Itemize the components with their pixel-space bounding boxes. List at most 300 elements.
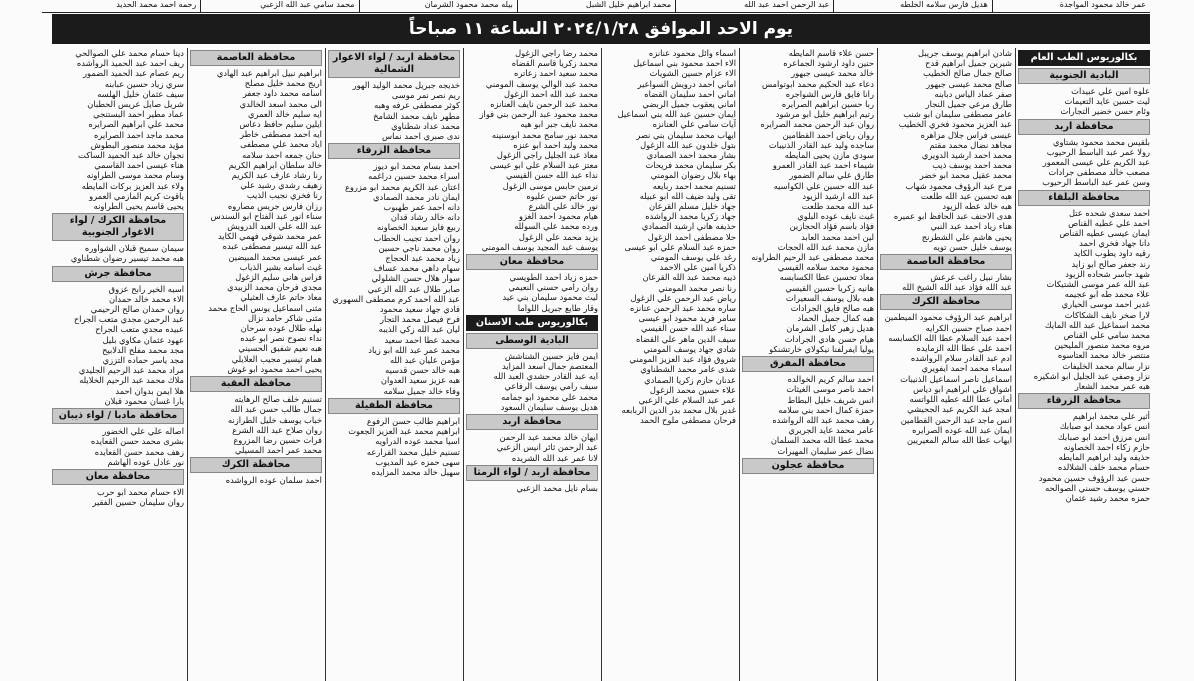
name-line: الى محمد اسعد الخالدي: [239, 98, 322, 109]
name-line: محمد زكريا قاسم القضاه: [511, 58, 598, 69]
name-line: أثير علي محمد ابراهيم: [1072, 411, 1150, 422]
column-rule: [463, 48, 464, 681]
name-line: محمد عطا احمد سعيد: [384, 334, 460, 345]
name-line: جهاد زكريا محمد الرواشده: [645, 211, 736, 222]
name-line: سيف الدين ماهر علي القضاه: [635, 333, 736, 344]
name-line: محمد عقيل محمد ابو خضر: [919, 170, 1012, 181]
name-line: صالح محمد عيسى جبهور: [926, 78, 1012, 89]
name-line: اماني احمد سليمان القضاه: [644, 88, 736, 99]
name-line: محمد ماجد احمد الصرايره: [93, 129, 184, 140]
name-line: اسماء وائل محمود عنانزه: [648, 48, 736, 58]
name-line: روان احمد تجيب الحطاب: [373, 232, 460, 243]
section-heading: محافظة اربد: [1018, 119, 1150, 135]
name-line: عبد العزيز محمود فخري الخطيب: [898, 119, 1012, 130]
section-heading: بكالوريوس طب الاسنان: [466, 315, 598, 331]
name-line: ريم نصر نمر موسى: [391, 90, 460, 101]
name-line: مجد ياسر حماده التززي: [102, 355, 184, 366]
name-line: انس مرزق احمد ابو صبابك: [1057, 431, 1150, 442]
name-line: بهاء بلال رضوان المومني: [650, 170, 736, 181]
name-line: رياض عبد الرحمن علي الزغول: [630, 292, 736, 303]
column-rule: [675, 0, 676, 12]
name-line: اسماء محمد احمد ايفويري: [921, 363, 1012, 374]
top-strip-text: بيله محمد محمود الشرمان: [424, 0, 513, 9]
name-line: ايلين سليم حافظ دعاس: [239, 119, 322, 130]
name-line: منتصر خالد محمد العتاسوه: [1057, 350, 1150, 361]
name-line: محمد عمر احمد المسيلي: [235, 445, 322, 456]
name-line: عامر محمد عايد الجريري: [788, 425, 874, 436]
name-line: انس شريف خليل البطاط: [787, 394, 874, 405]
name-line: اياد محمد علي مصطفى: [240, 139, 322, 150]
name-line: محمد علي محمود ابو جمامه: [501, 391, 598, 402]
name-line: شادي جهاد يوسف المومني: [643, 343, 736, 354]
name-line: هانيه زكريا حسين القيسي: [785, 282, 874, 293]
name-line: ريف احمد عبد الحميد الرواشده: [76, 58, 184, 69]
name-line: ايمان حسين عبد الله بني اسماعيل: [617, 109, 736, 120]
section-heading: محافظة الكرك: [880, 294, 1012, 310]
name-line: ليث محمود سليمان بني عيد: [502, 292, 598, 303]
name-line: سامر فريد محمود ابو عيسى: [638, 313, 736, 324]
name-line: زهيف رشدي رشيد علي: [240, 180, 322, 191]
name-line: اماني يعقوب جميل الربضي: [642, 99, 736, 110]
name-line: شيماء احمد عبد القادر العمرو: [772, 160, 874, 171]
name-line: فادي جهاد سعيد محمود: [379, 304, 460, 315]
name-line: لانا عمر عبد الله الشريده: [511, 452, 598, 463]
name-line: مؤمن عليان عبد الله: [389, 355, 460, 366]
name-line: امجد عبد الكريم عبد الجحيشي: [907, 404, 1012, 415]
name-line: جمال طالب حسن عبد الله: [230, 404, 322, 415]
name-line: بشرى محمد حسن القعايده: [90, 436, 184, 447]
name-line: شروق فؤاد عبد العزيز المومني: [629, 354, 736, 365]
name-line: محمد محمود عبد الرحمن بني فواز: [479, 109, 598, 120]
section-heading: محافظة الزرقاء: [328, 143, 460, 159]
name-line: شادن ابراهيم يوسف جريبل: [917, 48, 1012, 58]
name-line: يارا غسان محمود قبلان: [104, 395, 184, 406]
name-line: حسني يوسف حسني الصوالحه: [1045, 482, 1150, 493]
section-heading: البادية الجنوبية: [1018, 68, 1150, 84]
name-line: هلا ايمن بدوان احمد: [115, 385, 184, 396]
name-line: ايه عبد القادر حشدي العبد الله: [493, 371, 598, 382]
name-line: روان صلاح عبد الله الشرع: [232, 424, 322, 435]
name-line: محمد سعيد احمد زعاتره: [514, 68, 598, 79]
name-line: جهاد خليل مسلم القرعان: [648, 201, 736, 212]
name-line: مراد محمد عبد الرحيم الجليدي: [78, 365, 184, 376]
name-line: ملاك محمد عبد الرحيم الخلايله: [79, 375, 184, 386]
name-line: ورده محمد علي السولله: [514, 221, 598, 232]
name-line: روان عبد الرحمن محمد الصرايره: [760, 119, 874, 130]
name-line: يوليا ايفرلفنا نيكولاي خارتشنكو: [769, 343, 874, 354]
name-line: محمد عبد الوالي يوسف المومني: [485, 78, 598, 89]
name-line: هبه بلال يوسف السعيرات: [785, 292, 874, 303]
top-strip-text: عمر خالد محمود المواجدة: [1059, 0, 1146, 9]
column-rule: [200, 0, 201, 12]
name-line: ليث حسين عايد التعيمات: [1064, 96, 1150, 107]
column-rule: [601, 48, 602, 681]
name-line: اسماعيل ناصر اسماعيل الذنيبات: [900, 373, 1012, 384]
name-line: محمد عمر عبد الله ابو زياد: [368, 344, 460, 355]
name-line: خالد محمد عيسى جبهور: [791, 68, 874, 79]
name-line: هبه صالح فايق الجرادات: [790, 303, 874, 314]
name-line: رنا فخري نجيب الذيب: [246, 190, 322, 201]
name-line: صابر طلال عبد الله الزعبي: [367, 283, 460, 294]
name-line: سوار هلال حسن الشلولي: [371, 273, 460, 284]
name-line: انس ماجد عبد الرحمن القطامين: [900, 414, 1012, 425]
name-line: المعتصم جمال اسعد المزايد: [501, 361, 598, 372]
name-line: بكر سليمان محمد فريحات: [645, 160, 736, 171]
section-heading: محافظة العاصمة: [880, 254, 1012, 270]
name-line: وسام محمد موسى الطراونه: [86, 170, 184, 181]
name-line: عبد الله محمد طلعت: [801, 201, 874, 212]
name-line: نجوان خالد عبد الحميد الساكت: [78, 150, 184, 161]
name-line: طارق مرعي جميل النجار: [925, 99, 1012, 110]
name-line: احمد علي عطا الله الزمايده: [916, 343, 1012, 354]
name-line: عبد الله فؤاد عبد الله الشيخ الله: [902, 282, 1012, 293]
name-line: سناء عبد الله حسن القيسي: [641, 323, 736, 334]
name-line: عبد الله ارشيد الزيود: [802, 190, 874, 201]
name-line: الاء حسام محمد ابو حرب: [96, 486, 184, 497]
name-line: اسراء محمد حسين دراغمه: [368, 171, 460, 182]
name-line: يحيى هاشم علي الشطرنج: [921, 231, 1012, 242]
name-line: سودي مازن يحيى المايطه: [784, 150, 874, 161]
name-line: ايهاب محمد سليمان بني نصر: [636, 129, 736, 140]
name-line: لين احمد محمد العابد: [801, 231, 874, 242]
name-line: حنان جمعه احمد سلامه: [242, 149, 322, 160]
name-line: فرح فيصل محمد التجار: [380, 314, 460, 325]
name-line: عمر عيسى محمد المبيضين: [228, 251, 322, 262]
name-line: وئام حسن خضير التجارات: [1060, 106, 1150, 117]
name-line: سهى حمزه عيد المديوب: [375, 456, 460, 467]
name-line: سهام داهي محمد عساف: [373, 263, 460, 274]
name-line: حنين داود ارشود الجماعره: [783, 58, 874, 69]
name-line: اماني احمد درويش السواعير: [637, 78, 736, 89]
column-rule: [992, 0, 993, 12]
name-line: حمزه عبد السلام علي ابو عيسى: [624, 241, 736, 252]
name-line: تسنيم محمد احمد ربايعه: [652, 180, 736, 191]
section-heading: محافظة اربد: [466, 414, 598, 430]
name-line: بتول خلدون عبد الله الزغول: [640, 139, 736, 150]
name-line: علوه امين علي عبيدات: [1071, 86, 1150, 96]
name-column: [466, 48, 598, 681]
name-line: مطهر نايف محمد الشامخ: [373, 110, 460, 121]
name-line: هديل زهير كامل الشرمان: [786, 323, 874, 334]
name-line: بسام نايل محمد الزعبي: [516, 482, 598, 493]
name-line: الاء احمد محمود بني اسماعيل: [633, 58, 736, 69]
name-line: هدى الاحنف عبد الحافظ ابو عميره: [893, 211, 1012, 222]
name-line: نور خالد علي الشرع: [528, 201, 598, 212]
name-line: نداء نصوح نصر ابو عبده: [240, 333, 322, 344]
name-line: اصاله علي علي الخضور: [102, 426, 184, 437]
name-line: رزان فارس جريس مصاروه: [227, 200, 322, 211]
name-line: روان سليمان حسين الفقير: [92, 497, 184, 508]
name-line: عبد الله حسين علي الكواسيه: [773, 180, 874, 191]
name-line: عبد الرحمن مجدي متعب الجراح: [73, 314, 184, 325]
top-strip-text: محمد سامي عبد الله الزعبي: [260, 0, 355, 9]
name-line: حذيفه هاني ارشيد الصمادي: [641, 221, 736, 232]
name-line: عبد الله علي العبد الدرويش: [227, 221, 322, 232]
name-line: خباب يوسف خليل الطرازنه: [228, 414, 322, 425]
top-strip-text: رحمه احمد محمد الحديد: [116, 0, 197, 9]
column-rule: [877, 48, 878, 681]
name-line: سيمان سميح قبلان الشواوره: [84, 243, 184, 254]
name-line: شذى عامر محمد الشطناوي: [640, 364, 736, 375]
name-line: سناء انور عبد الفتاح ابو السندس: [210, 210, 322, 221]
name-line: يوسف عبد المجيد يوسف المومني: [481, 241, 598, 252]
name-line: هبه تحسين عبد الله طلعت: [920, 190, 1012, 201]
name-line: عيسى فراس جلال مزاهره: [920, 129, 1012, 140]
name-line: عبد الله تيسير مصطفى عبده: [222, 241, 322, 252]
name-line: هبه محمد تيسير رضوان شطناوي: [70, 253, 184, 264]
name-line: هبه عزيز سعيد العدوان: [380, 375, 460, 386]
name-line: ادم عبد القادر سلام الرواشده: [910, 353, 1012, 364]
name-line: مصعب خالد مصطفى جرادات: [1048, 167, 1150, 178]
name-line: عمر محمد شوقي فهمي الكايد: [217, 231, 322, 242]
name-line: هبه نعيم شفيق الحسيني: [238, 343, 322, 354]
top-strip-text: محمد ابراهيم خليل الشبل: [585, 0, 672, 9]
name-line: اسيا محمد عوده الدراويه: [375, 436, 460, 447]
name-line: محمد عبد الله احمد الزغول: [504, 88, 598, 99]
name-line: نزار سالم محمد الخليفات: [1062, 360, 1150, 371]
name-line: مازن محمد عبد الله الحجات: [777, 241, 874, 252]
name-line: ربا حسين ابراهيم الصرايره: [781, 99, 874, 110]
name-line: معاذ حاتم عارف العثيلي: [240, 292, 322, 303]
name-line: عبد الكريم علي عيسى المعمور: [1042, 157, 1150, 168]
name-line: اسيه الخير رابح عزوق: [108, 283, 184, 294]
name-line: هبه عمر محمد الشعار: [1074, 381, 1150, 392]
name-line: علاء حسين محمد الزغول: [649, 384, 736, 395]
section-heading: محافظة المفرق: [742, 356, 874, 372]
name-line: ندى صبري احمد نماس: [381, 131, 460, 142]
name-line: معاذ تحسين عطا الكسابسه: [779, 272, 874, 283]
name-line: آيات سامي علي العنانزه: [652, 119, 736, 130]
name-line: غدير بلال محمد بدر الدين الربابعه: [621, 405, 736, 416]
name-line: رتيم ابراهيم خليل ابو مرشود: [775, 109, 874, 120]
name-line: رنا رشاد عارف عبد الكريم: [231, 170, 322, 181]
name-column: [52, 48, 184, 681]
section-heading: محافظة الطفيلة: [328, 398, 460, 414]
name-line: ابراهيم محمد عبد العزيز الجعوت: [348, 426, 460, 437]
name-line: عهود عثمان مكاوي بليل: [102, 334, 184, 345]
name-line: ايه سليم خالد العمري: [248, 108, 322, 119]
name-line: محمد اسماعيل عبد الله المايك: [1044, 319, 1150, 330]
name-line: احمد سالم كريم الخوالده: [787, 374, 874, 385]
name-line: محمد عطا الله محمد السلمان: [770, 435, 874, 446]
column-rule: [187, 48, 188, 681]
name-line: معتز عبد السلام علي ابو عيسى: [489, 160, 598, 171]
name-line: بلقيس محمد محمود بشتاوي: [1052, 136, 1150, 147]
name-line: رقيه داود يطوب الكايد: [1073, 248, 1150, 259]
name-line: نداء عبد الله حسن القيسي: [506, 170, 598, 181]
name-line: ذكريا امين علي الاحمد: [659, 262, 736, 273]
column-rule: [833, 0, 834, 12]
name-line: ايهان خالد محمد عبد الرحمن: [499, 432, 598, 443]
name-line: عامر مصطفى سليمان ابو شنب: [903, 109, 1012, 120]
name-line: رولا عمر عبد الباسط الرحيوب: [1046, 146, 1150, 157]
name-line: غدير احمد موسى الحياري: [1061, 299, 1150, 310]
name-line: وفاء خالد جميل سلامه: [383, 385, 460, 396]
name-line: روان حمدان صالح الرحيمي: [90, 304, 184, 315]
name-line: هبه خالد عطه الزيود: [942, 201, 1012, 212]
name-line: علاء محمد طه ابو عجيمه: [1064, 289, 1150, 300]
name-line: احمد سعدي شحده عتل: [1068, 207, 1150, 218]
name-line: هناء زياد احمد عبد النبي: [930, 221, 1012, 232]
name-line: حسن عبد الرؤوف حسين محمود: [1038, 472, 1150, 483]
name-line: ريم عصام عبد الحميد الضمور: [83, 68, 184, 79]
name-line: وسن عمر عبد الباسط الرحيوب: [1042, 177, 1150, 188]
name-line: احمد سلمان عوده الرواشده: [225, 475, 322, 486]
name-line: غيث اسامه بشير الذياب: [239, 261, 322, 272]
name-line: سيف عثمان خليل الهلسه: [97, 88, 184, 99]
name-line: حمزه محمد رشيد عثمان: [1065, 492, 1150, 503]
name-line: حمزه زياد احمد الطويسي: [509, 272, 598, 283]
name-line: مؤيد محمد منصور البطوش: [90, 139, 184, 150]
section-heading: محافظة جرش: [52, 266, 184, 282]
name-line: ايه احمد مصطفى خاطر: [240, 129, 322, 140]
name-line: هبه كمال جميل الحماد: [797, 313, 874, 324]
name-line: حسن علاء قاسم المايطه: [788, 48, 874, 58]
name-line: ابراهيم نبيل ابراهيم عبد الهادي: [216, 68, 322, 78]
name-line: صفر عماد الياس دبابنه: [934, 88, 1012, 99]
name-line: رغد علي يوسف المومني: [650, 252, 736, 263]
name-line: هبه خالد حسن قدسيه: [385, 365, 460, 376]
name-line: أماني عطا الله عطيه اللواتسه: [909, 394, 1012, 405]
name-line: ابراهيم عبد الرؤوف محمود الميطمين: [884, 312, 1012, 323]
name-line: ايمان نادر محمد الصمادي: [373, 191, 460, 202]
section-heading: محافظة البلقاء: [1018, 190, 1150, 206]
name-line: اسامه محمد داود جعفر: [242, 88, 322, 99]
name-line: نضال عمر سليمان المهيرات: [777, 445, 874, 456]
name-line: محمد مصطفى عبد الرحيم الطراونه: [751, 252, 874, 263]
top-strip-text: هديل فارس سلامه الخلطه: [900, 0, 988, 9]
section-heading: محافظة الكرك / لواء الاغوار الجنوبية: [52, 213, 184, 241]
name-line: صالح جمال صالح الخطيب: [923, 68, 1012, 79]
name-line: روان رياض احمد القطامين: [782, 129, 874, 140]
name-line: عبد الرحمن ثائر انيس الزعبي: [496, 442, 598, 453]
section-heading: بكالوريوس الطب العام: [1018, 50, 1150, 66]
name-column: [604, 48, 736, 681]
section-heading: محافظة الزرقاء: [1018, 393, 1150, 409]
name-line: ايمان عبد الله عوده الصرايره: [912, 424, 1012, 435]
name-line: محمد عبد الرحمن نايف العنانزه: [490, 99, 598, 110]
name-line: هديل يوسف سليمان السعود: [500, 401, 598, 412]
name-line: كوثر مصطفى عرفه وهبه: [374, 100, 460, 111]
section-heading: البادية الوسطى: [466, 333, 598, 349]
name-line: تسنيم خلف صالح الرهايته: [234, 394, 322, 405]
name-line: مجاهد نضال محمد مقتم: [929, 139, 1012, 150]
name-line: ذيبه محمد عبد الله القرعان: [642, 272, 736, 283]
section-heading: محافظة عجلون: [742, 458, 874, 474]
column-rule: [1015, 48, 1016, 681]
name-line: دعاء عبد الحكيم محمد ابوتوامس: [761, 78, 874, 89]
name-line: اعتان عبد الكريم محمد ابو مزروع: [344, 181, 460, 192]
name-line: يزيد محمد علي الزغول: [518, 231, 598, 242]
name-line: دينا حسام محمد علي الصوالحي: [75, 48, 184, 58]
top-strip: [42, 0, 1150, 13]
name-line: شيرين جميل ابراهيم قدح: [925, 58, 1012, 69]
name-column: [1018, 48, 1150, 681]
name-line: يحيى احمد محمود ابو غوش: [227, 363, 322, 374]
section-heading: محافظة معان: [466, 254, 598, 270]
name-line: حلا مصطفى احمد الزغول: [647, 231, 736, 242]
name-line: احمد بسام محمد ابو ديوز: [373, 161, 460, 172]
name-line: فرات حسين رضا المزروع: [233, 434, 322, 445]
name-line: شهد جاسر شحاده الزيود: [1065, 268, 1150, 279]
name-line: بشار محمد احمد الصمادي: [646, 150, 736, 161]
name-line: ليان عبد الله زكي الذيبه: [378, 324, 460, 335]
name-line: ايهاب عطا الله سالم المعيريين: [906, 434, 1012, 445]
name-line: مروه محمد منصور المليحين: [1054, 340, 1150, 351]
name-line: اريج محمد خليل مصلح: [244, 78, 322, 89]
name-line: عبد الله عمر موسى الشتيكات: [1046, 279, 1150, 290]
section-heading: محافظة معان: [52, 469, 184, 485]
name-line: ابراهيم طالب حسن الرفوع: [366, 415, 460, 426]
name-line: يحيى قاسم يحيى الطراونه: [93, 201, 184, 212]
name-line: دانا جهاد فخري احمد: [1079, 238, 1150, 249]
name-line: دانه خالد رشاد قدان: [390, 212, 460, 223]
name-line: احمد صباح حسين الكرايه: [925, 322, 1012, 333]
name-line: هيام حسن هادي الجرادات: [784, 333, 874, 344]
name-line: فؤاد باسم فؤاد الحجازين: [789, 221, 874, 232]
name-line: مثنى اسماعيل يونس الحاج محمد: [208, 302, 322, 313]
name-line: عبيده مجدي متعب الجراح: [95, 324, 184, 335]
name-line: تسنيم خليل محمد القرارعه: [366, 446, 460, 457]
name-line: غيث نايف عوده البلوي: [797, 211, 874, 222]
section-heading: محافظة مادبا / لواء ذيبان: [52, 408, 184, 424]
name-line: دانه احمد عمر طهبوب: [383, 202, 460, 213]
name-line: محمد عداد شطناوي: [391, 120, 460, 131]
name-line: هناء عيسى احمد القاسمي: [94, 160, 184, 171]
name-line: احمد علي عطيه القناص: [1068, 217, 1150, 228]
date-banner: يوم الاحد الموافق ٢٠٢٤/١/٢٨ الساعة ١١ صباحاً: [52, 14, 1150, 44]
name-line: ساره محمد عبد الرحمن عنانزه: [629, 303, 736, 314]
name-line: حذيفه وليد ابراهيم المايطه: [1058, 452, 1150, 463]
name-column: [742, 48, 874, 681]
column-rule: [359, 0, 360, 12]
top-strip-text: عبد الرحمن احمد عبد الله: [744, 0, 830, 9]
name-line: رانا فايق فارس الشواجره: [785, 88, 874, 99]
name-line: خديجه جبريل محمد الوليد الهور: [352, 80, 460, 90]
name-line: خالد سلطان ابراهيم الكريم: [228, 159, 322, 170]
name-line: ولاء عبد العزيز بركات المايطه: [81, 180, 184, 191]
name-line: محمود محمد سلامه القيسي: [777, 262, 874, 273]
column-rule: [739, 48, 740, 681]
name-line: سهيل خالد محمد المزايده: [371, 466, 460, 477]
name-line: رند جعفر صالح ابو زايد: [1071, 258, 1150, 269]
name-line: معاذ عبد الجليل راجي الزغول: [496, 150, 598, 161]
section-heading: محافظة العاصمة: [190, 50, 322, 66]
name-line: ياقوت كريم المازمي العمرو: [89, 190, 184, 201]
name-line: شريل صايل عريس الحطبان: [87, 99, 184, 110]
name-line: نور عادل عوده الهاشم: [107, 456, 184, 467]
name-line: نرمين حابس موسى الزغول: [502, 180, 598, 191]
section-heading: محافظة العقبة: [190, 376, 322, 392]
column-rule: [517, 0, 518, 12]
name-line: روان رامي حسني النعيمي: [508, 282, 598, 293]
name-line: مجدي فرحان محمد الزبيدي: [227, 282, 322, 293]
name-column: [880, 48, 1012, 681]
name-line: ربيع فايز سعيد الخصاونه: [376, 222, 460, 233]
name-line: انس عواد محمد ابو صبابك: [1059, 421, 1150, 432]
name-line: اشواق علي ابراهيم ابو دياس: [913, 383, 1012, 394]
name-line: زياد محمد عبد الحجاج: [385, 253, 460, 264]
name-line: وقار طايع جبريل اللواما: [517, 302, 598, 313]
name-line: مثنى شاكر حامد نزال: [248, 312, 322, 323]
name-line: محمد علي ابراهيم الصرايره: [88, 119, 184, 130]
name-line: عمر عبد السلام علي الزعبي: [638, 394, 736, 405]
name-line: هيام محمود احمد الغزو: [518, 211, 598, 222]
name-line: عبد الله احمد كرم مصطفى السهوري: [332, 293, 460, 304]
name-line: همام تيسير مجيب العلايلي: [231, 353, 322, 364]
column-rule: [325, 48, 326, 681]
name-line: ساجده وليد عبد القادر الذنيبات: [768, 139, 874, 150]
